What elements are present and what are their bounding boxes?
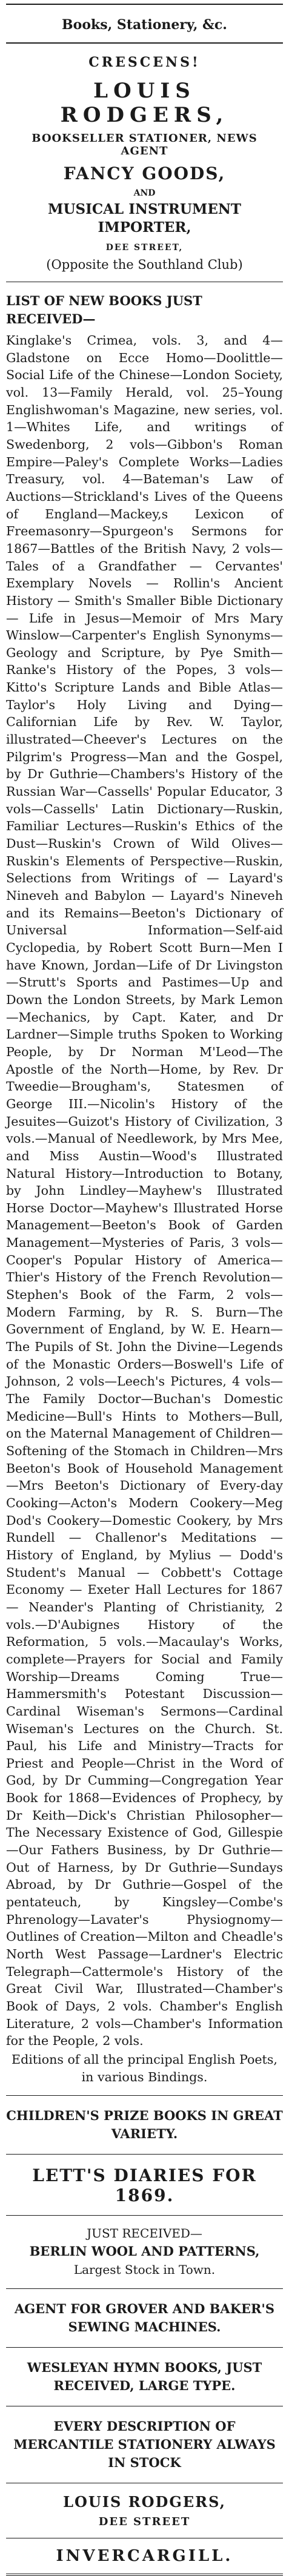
firm-name: LOUIS RODGERS, [60, 79, 229, 127]
new-books-section [6, 286, 283, 2092]
hymn-books-ad: WESLEYAN HYMN BOOKS, JUST RECEIVED, LARGE TYPE. [27, 2360, 262, 2394]
new-books-list: Kinglake's Crimea, vols. 3, and 4—Gladstone on Ecce Homo—Doolittle—Social Life of the Chinese—London Society, vol. 13—Family Herald, vol. 25–Young Englishwoman's Magazine, new series, vol. 1—Whites Life, and writings of Swedenborg, 2 vols—Gibbon's Roman Empire—Paley's Complete Works—Ladies Treasury, vol. 4—Bateman's Law of Auctions—Strickland's Lives of the Queens of England—Mackey,s Lexicon of Freemasonry—Spurgeon's Sermons for 1867—Battles of the British Navy, 2 vols—Tales of a Grandfather — Cervantes' Exemplary Novels — Rollin's Ancient History — Smith's Smaller Bible Dictionary — Life in Jesus—Memoir of Mrs Mary Winslow—Carpenter's English Synonyms—Geology and Scripture, by Pye Smith—Ranke's History of the Popes, 3 vols—Kitto's Scripture Lands and Bible Atlas—Taylor's Holy Living and Dying—Californian Life by Rev. W. Taylor, illustrated—Cheever's Lectures on the Pilgrim's Progress—Man and the Gospel, by Dr Guthrie—Chambers's History of the Russian War—Cassells' Popular Educator, 3 vols—Cassells' Latin Dictionary—Ruskin, Familiar Lectures—Ruskin's Ethics of the Dust—Ruskin's Crown of Wild Olives—Ruskin's Elements of Perspective—Ruskin, Selections from Writings of — Layard's Nineveh and Babylon — Layard's Nineveh and its Remains—Beeton's Dictionary of Universal Information—Self-aid Cyclopedia, by Robert Scott Burn—Men I have Known, Jordan—Life of Dr Livingston—Strutt's Sports and Pastimes—Up and Down the London Streets, by Mark Lemon—Mechanics, by Capt. Kater, and Dr Lardner—Simple truths Spoken to Working People, by Dr Norman M'Leod—The Apostle of the North—Home, by Rev. Dr Tweedie—Brougham's, Statesmen of George III.—Nicolin's History of the Jesuites—Guizot's History of Civilization, 3 vols.—Manual of Needlework, by Mrs Mee, and Miss Austin—Wood's Illustrated Natural History—Introduction to Botany, by John Lindley—Mayhew's Illustrated Horse Doctor—Mayhew's Illustrated Horse Management—Beeton's Book of Garden Management—Mysteries of Paris, 3 vols—Cooper's Popular History of America—Thier's History of the French Revolution—Stephen's Book of the Farm, 2 vols—Modern Farming, by R. S. Burn—The Government of England, by W. E. Hearn—The Pupils of St. John the Divine—Legends of the Monastic Orders—Boswell's Life of Johnson, 2 vols—Leech's Pictures, 4 vols—The Family Doctor—Buchan's Domestic Medicine—Bull's Hints to Mothers—Bull, on the Maternal Management of Children—Softening of the Stomach in Children—Mrs Beeton's Book of Household Management—Mrs Beeton's Dictionary of Every-day Cooking—Acton's Modern Cookery—Meg Dod's Cookery—Domestic Cookery, by Mrs Rundell — Challenor's Meditations — History of England, by Mylius — Dodd's Student's Manual — Cobbett's Cottage Economy — Exeter Hall Lectures for 1867 — Neander's Planting of Christianity, 2 vols.—D'Aubignes History of the Reformation, 5 vols.—Macaulay's Works, complete—Prayers for Social and Family Worship—Dreams Coming True—Hammersmith's Potestant Discussion—Cardinal Wiseman's Sermons—Cardinal Wiseman's Lectures on the Church. St. Paul, his Life and Ministry—Tracts for Priest and People—Christ in the Word of God, by Dr Cumming—Congregation Year Book for 1868—Evidences of Prophecy, by Dr Keith—Dick's Christian Philosopher—The Necessary Existence of God, Gillespie—Our Fathers Business, by Dr Guthrie—Out of Harness, by Dr Guthrie—Sundays Abroad, by Dr Guthrie—Gospel of the pentateuch, by Kingsley—Combe's Phrenology—Lavater's Physiognomy—Outlines of Creation—Milton and Cheadle's North West Passage—Lardner's Electric Telegraph—Cattermole's History of the Great Civil War, Illustrated—Chamber's Book of Days, 2 vols. Chamber's English Literature, 2 vols—Chamber's Information for the People, 2 vols. [6, 333, 283, 2049]
just-received: JUST RECEIVED— [87, 2226, 202, 2241]
new-books-heading: LIST OF NEW BOOKS JUST RECEIVED— [6, 293, 202, 326]
masthead [6, 47, 283, 278]
editions-note: Editions of all the principal English Poets, in various Bindings. [12, 2052, 277, 2084]
footer-name: LOUIS RODGERS, [63, 2493, 226, 2511]
berlin-wool: BERLIN WOOL AND PATTERNS, [29, 2244, 260, 2259]
mercantile-ad: EVERY DESCRIPTION OF MERCANTILE STATIONERY ALWAYS IN STOCK [13, 2419, 276, 2471]
bottom-rule [6, 2574, 283, 2576]
top-rule [6, 4, 283, 5]
rule-6 [6, 2347, 283, 2348]
sewing-machine-ad: AGENT FOR GROVER AND BAKER'S SEWING MACHINES. [14, 2301, 275, 2335]
trades-line: BOOKSELLER STATIONER, NEWS AGENT [32, 132, 257, 157]
and-connector: AND [133, 188, 156, 198]
berlin-wool-ad [6, 2219, 283, 2285]
prize-books-ad: CHILDREN'S PRIZE BOOKS IN GREAT VARIETY. [6, 2108, 283, 2142]
rule-5 [6, 2288, 283, 2289]
footer-street: DEE STREET [98, 2515, 191, 2529]
motto: CRESCENS! [88, 54, 201, 70]
largest-stock: Largest Stock in Town. [73, 2262, 216, 2277]
section-header: Books, Stationery, &c. [62, 17, 227, 33]
diaries-ad: LETT'S DIARIES FOR 1869. [32, 2165, 257, 2206]
opposite-note: (Opposite the Southland Club) [46, 257, 243, 272]
rule-4 [6, 2215, 283, 2216]
rule-2 [6, 2095, 283, 2096]
street-address: DEE STREET, [105, 243, 184, 253]
header-rule [6, 42, 283, 44]
footer-town: INVERCARGILL. [56, 2547, 233, 2566]
rule-3 [6, 2154, 283, 2155]
fancy-goods: FANCY GOODS, [63, 163, 226, 183]
musical-importer: MUSICAL INSTRUMENT IMPORTER, [47, 201, 242, 236]
advertisement-column [6, 4, 283, 2566]
